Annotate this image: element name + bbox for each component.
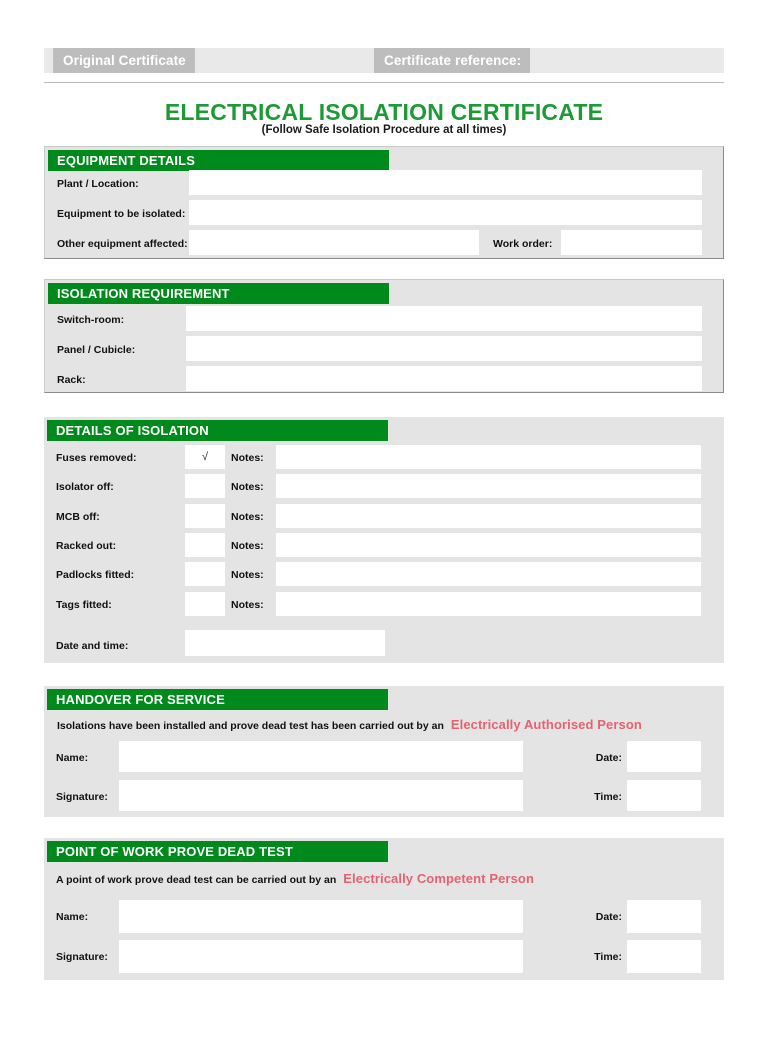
label-handover-name: Name: <box>56 752 89 764</box>
handover-statement <box>57 717 642 732</box>
handover-statement-text: Isolations have been installed and prove dead test has been carried out by an <box>57 720 444 732</box>
input-plant-location[interactable] <box>189 170 702 195</box>
section-heading-equipment-details: EQUIPMENT DETAILS <box>48 150 389 171</box>
input-work-order[interactable] <box>561 230 702 255</box>
page-subtitle: (Follow Safe Isolation Procedure at all times) <box>261 124 507 136</box>
input-notes-tags-fitted[interactable] <box>276 592 701 616</box>
label-equipment-to-be-isolated: Equipment to be isolated: <box>57 208 186 220</box>
input-prove-dead-name[interactable] <box>119 900 523 933</box>
section-equipment-details <box>44 146 724 259</box>
tickbox-fuses-removed[interactable]: √ <box>185 445 225 469</box>
section-heading-isolation-requirement: ISOLATION REQUIREMENT <box>48 283 389 304</box>
input-notes-isolator-off[interactable] <box>276 474 701 498</box>
label-notes-padlocks-fitted: Notes: <box>231 569 264 581</box>
label-prove-dead-signature: Signature: <box>56 951 108 963</box>
prove-dead-statement <box>56 871 534 886</box>
original-certificate-label: Original Certificate <box>53 48 195 73</box>
input-rack[interactable] <box>186 366 702 391</box>
label-isolator-off: Isolator off: <box>56 481 114 493</box>
input-prove-dead-time[interactable] <box>627 940 701 973</box>
prove-dead-statement-text: A point of work prove dead test can be carried out by an <box>56 874 337 886</box>
section-handover-for-service <box>44 686 724 817</box>
prove-dead-statement-accent: Electrically Competent Person <box>343 871 534 886</box>
input-other-equipment-affected[interactable] <box>189 230 479 255</box>
input-handover-time[interactable] <box>627 780 701 811</box>
document-header-bar <box>44 48 724 73</box>
input-prove-dead-signature[interactable] <box>119 940 523 973</box>
label-notes-isolator-off: Notes: <box>231 481 264 493</box>
header-divider <box>44 82 724 83</box>
input-handover-signature[interactable] <box>119 780 523 811</box>
label-handover-signature: Signature: <box>56 791 108 803</box>
section-details-of-isolation <box>44 417 724 663</box>
section-isolation-requirement <box>44 279 724 393</box>
input-handover-name[interactable] <box>119 741 523 772</box>
section-heading-point-of-work-prove-dead-test: POINT OF WORK PROVE DEAD TEST <box>47 841 388 862</box>
label-notes-fuses-removed: Notes: <box>231 452 264 464</box>
label-racked-out: Racked out: <box>56 540 117 552</box>
input-panel-cubicle[interactable] <box>186 336 702 361</box>
label-plant-location: Plant / Location: <box>57 178 139 190</box>
tickbox-racked-out[interactable] <box>185 533 225 557</box>
label-panel-cubicle: Panel / Cubicle: <box>57 344 136 356</box>
label-switch-room: Switch-room: <box>57 314 125 326</box>
input-notes-racked-out[interactable] <box>276 533 701 557</box>
tickbox-isolator-off[interactable] <box>185 474 225 498</box>
input-prove-dead-date[interactable] <box>627 900 701 933</box>
tickbox-padlocks-fitted[interactable] <box>185 562 225 586</box>
label-notes-mcb-off: Notes: <box>231 511 264 523</box>
input-notes-padlocks-fitted[interactable] <box>276 562 701 586</box>
handover-statement-accent: Electrically Authorised Person <box>450 717 642 732</box>
label-notes-racked-out: Notes: <box>231 540 264 552</box>
label-handover-time: Time: <box>594 791 622 803</box>
label-tags-fitted: Tags fitted: <box>56 599 112 611</box>
input-switch-room[interactable] <box>186 306 702 331</box>
label-prove-dead-date: Date: <box>595 911 622 923</box>
certificate-reference-label: Certificate reference: <box>374 48 530 73</box>
tickbox-mcb-off[interactable] <box>185 504 225 528</box>
section-heading-details-of-isolation: DETAILS OF ISOLATION <box>47 420 388 441</box>
label-fuses-removed: Fuses removed: <box>56 452 137 464</box>
label-padlocks-fitted: Padlocks fitted: <box>56 569 135 581</box>
input-notes-fuses-removed[interactable] <box>276 445 701 469</box>
input-equipment-to-be-isolated[interactable] <box>189 200 702 225</box>
label-notes-tags-fitted: Notes: <box>231 599 264 611</box>
label-rack: Rack: <box>57 374 86 386</box>
page-title: ELECTRICAL ISOLATION CERTIFICATE <box>164 99 604 125</box>
tickbox-tags-fitted[interactable] <box>185 592 225 616</box>
input-notes-mcb-off[interactable] <box>276 504 701 528</box>
input-handover-date[interactable] <box>627 741 701 772</box>
label-work-order: Work order: <box>493 238 553 250</box>
section-point-of-work-prove-dead-test <box>44 838 724 980</box>
label-date-and-time: Date and time: <box>56 640 129 652</box>
label-handover-date: Date: <box>595 752 622 764</box>
label-other-equipment-affected: Other equipment affected: <box>57 238 188 250</box>
label-prove-dead-name: Name: <box>56 911 89 923</box>
label-prove-dead-time: Time: <box>594 951 622 963</box>
section-heading-handover-for-service: HANDOVER FOR SERVICE <box>47 689 388 710</box>
label-mcb-off: MCB off: <box>56 511 100 523</box>
input-date-and-time[interactable] <box>185 630 385 656</box>
